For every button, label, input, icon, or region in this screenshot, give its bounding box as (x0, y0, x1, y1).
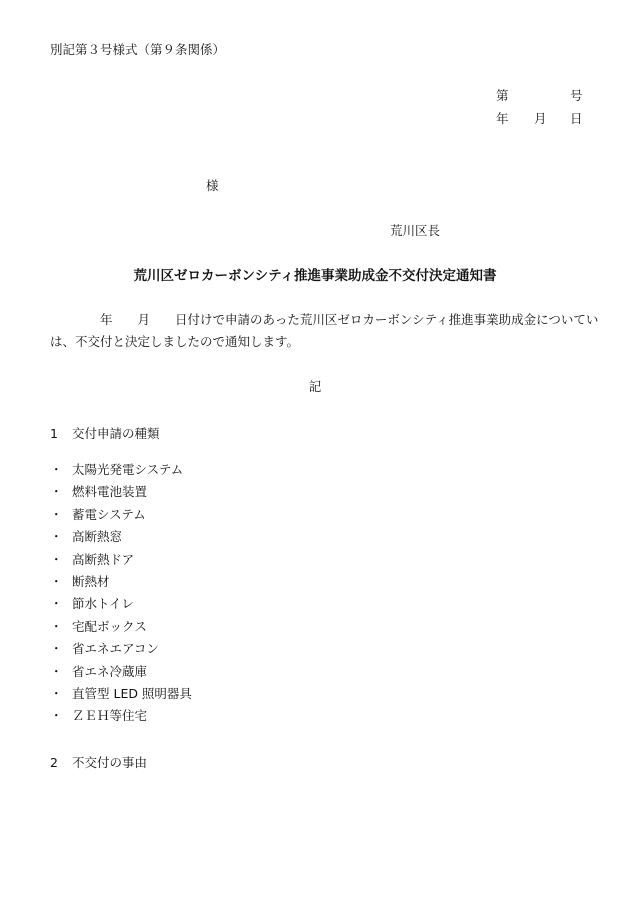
bullet-mark: ・ (50, 641, 63, 657)
bullet-mark: ・ (50, 596, 63, 612)
body-line-2: は、不交付と決定しましたので通知します。 (50, 334, 300, 349)
bullet-mark: ・ (50, 573, 63, 589)
document-number-suffix: 号 (570, 88, 583, 103)
list-item-label: 省エネ冷蔵庫 (72, 663, 148, 679)
sender: 荒川区長 (390, 223, 441, 238)
date-year: 年 (496, 111, 509, 126)
list-item-label: 直管型 LED 照明器具 (72, 685, 192, 701)
body-line-1: 年 月 日付けで申請のあった荒川区ゼロカーボンシティ推進事業助成金についてい (50, 312, 599, 327)
list-item-label: ＺＥＨ等住宅 (72, 708, 148, 724)
list-item (50, 593, 192, 615)
list-item (50, 526, 192, 548)
document-title: 荒川区ゼロカーボンシティ推進事業助成金不交付決定通知書 (133, 268, 497, 284)
list-item (50, 638, 192, 660)
list-item-label: 節水トイレ (72, 596, 134, 612)
addressee-suffix: 様 (206, 178, 219, 193)
list-item (50, 504, 192, 526)
ki-heading: 記 (308, 379, 322, 394)
list-item-label: 断熱材 (72, 573, 110, 589)
bullet-mark: ・ (50, 506, 63, 522)
list-item-label: 燃料電池装置 (72, 484, 148, 500)
section-1-text: 交付申請の種類 (72, 426, 160, 441)
list-item (50, 459, 192, 481)
list-item (50, 616, 192, 638)
bullet-mark: ・ (50, 551, 63, 567)
date-month: 月 (534, 111, 547, 126)
list-item-label: 高断熱窓 (72, 529, 123, 545)
section-2-heading (50, 753, 147, 771)
form-label: 別記第３号様式（第９条関係） (50, 42, 226, 57)
list-item (50, 481, 192, 503)
bullet-mark: ・ (50, 685, 63, 701)
section-1-number: 1 (50, 426, 58, 441)
list-item (50, 683, 192, 705)
list-item-label: 蓄電システム (72, 506, 146, 522)
bullet-mark: ・ (50, 708, 63, 724)
list-item (50, 661, 192, 683)
list-item-label: 高断熱ドア (72, 551, 135, 567)
section-2-text: 不交付の事由 (72, 755, 148, 770)
list-item (50, 571, 192, 593)
date-day: 日 (570, 111, 583, 126)
list-item-label: 太陽光発電システム (72, 462, 184, 477)
application-type-list (50, 459, 192, 728)
bullet-mark: ・ (50, 462, 63, 477)
list-item (50, 549, 192, 571)
list-item (50, 705, 192, 727)
bullet-mark: ・ (50, 618, 63, 634)
bullet-mark: ・ (50, 529, 63, 545)
bullet-mark: ・ (50, 484, 63, 500)
bullet-mark: ・ (50, 663, 63, 679)
section-1-heading (50, 424, 160, 442)
document-number-prefix: 第 (496, 88, 509, 103)
section-2-number: 2 (50, 755, 58, 770)
notification-body (50, 309, 599, 353)
list-item-label: 省エネエアコン (72, 641, 159, 657)
list-item-label: 宅配ボックス (72, 618, 147, 634)
